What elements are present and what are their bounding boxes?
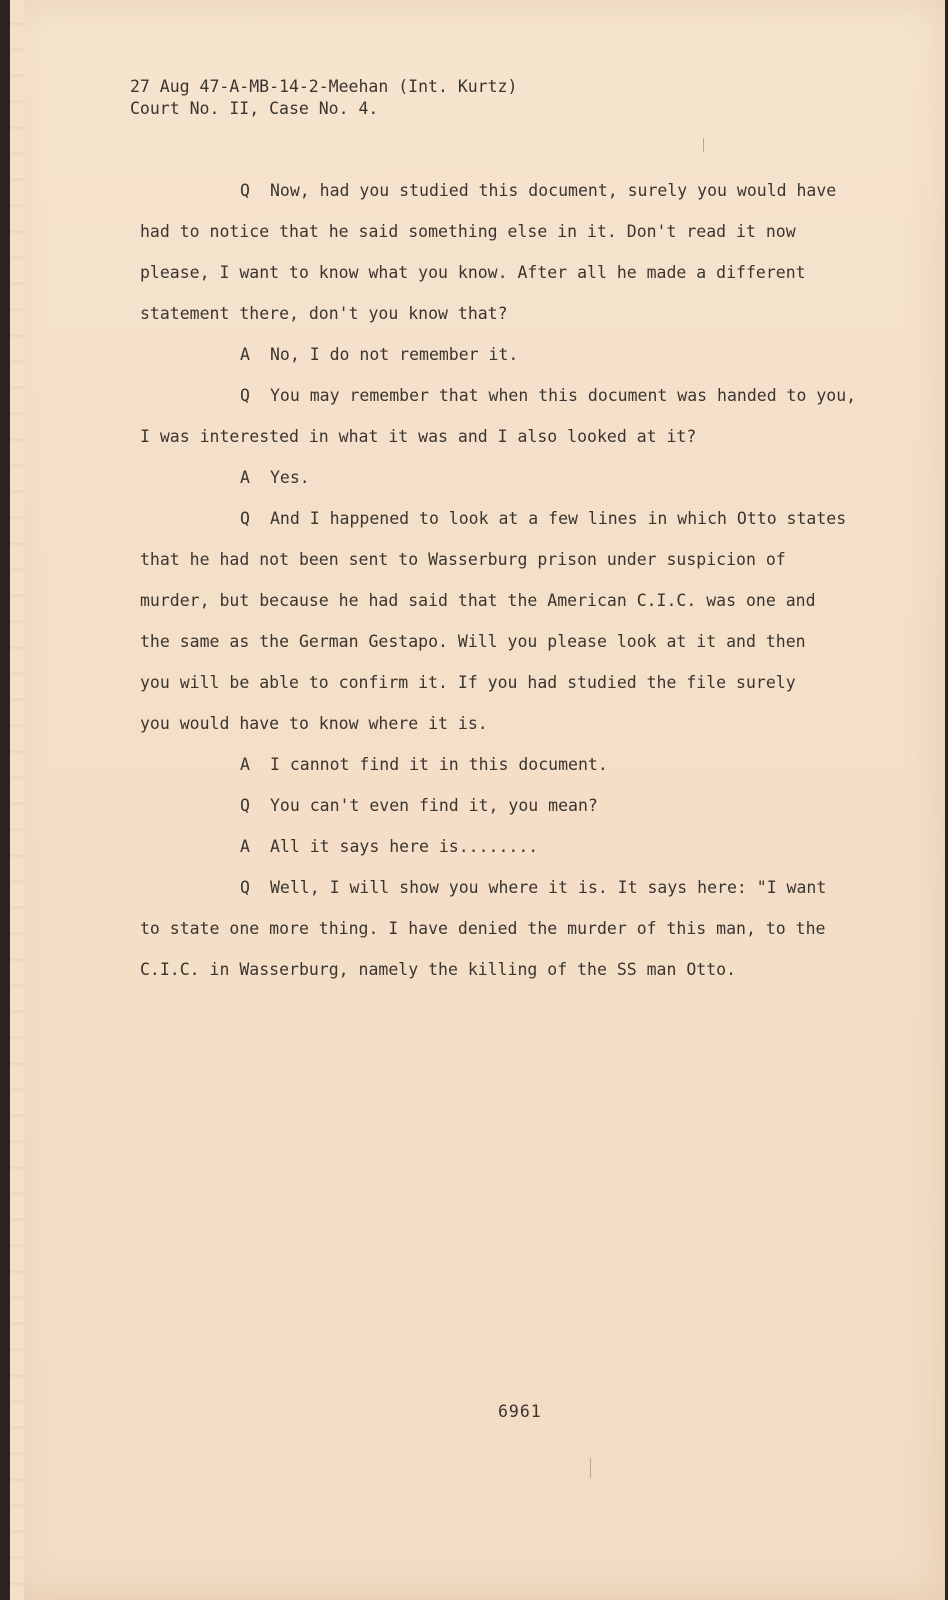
transcript-line: [140, 662, 890, 703]
speaker-label: Q: [240, 386, 250, 405]
transcript-line: [140, 949, 890, 990]
speaker-label: A: [240, 468, 250, 487]
speaker-label: A: [240, 837, 250, 856]
line-text: please, I want to know what you know. After all he made a different: [140, 263, 806, 282]
line-text: murder, but because he had said that the American C.I.C. was one and: [140, 591, 816, 610]
transcript-line: [140, 621, 890, 662]
page-number: 6961: [498, 1402, 542, 1421]
line-text: you would have to know where it is.: [140, 714, 488, 733]
header-court-case: Court No. II, Case No. 4.: [130, 99, 379, 118]
line-text: Well, I will show you where it is. It says here: "I want: [270, 878, 827, 897]
transcript-line: [140, 170, 890, 211]
transcript-line: [140, 375, 890, 416]
line-text: statement there, don't you know that?: [140, 304, 508, 323]
line-text: No, I do not remember it.: [270, 345, 519, 364]
line-text: that he had not been sent to Wasserburg prison under suspicion of: [140, 550, 786, 569]
speaker-label: A: [240, 345, 250, 364]
line-text: All it says here is........: [270, 837, 539, 856]
line-text: had to notice that he said something else in it. Don't read it now: [140, 222, 796, 241]
line-text: you will be able to confirm it. If you had studied the file surely: [140, 673, 796, 692]
speaker-label: Q: [240, 878, 250, 897]
line-text: You may remember that when this document was handed to you,: [270, 386, 857, 405]
transcript-line: [140, 457, 890, 498]
transcript-body: [140, 170, 890, 990]
speaker-label: A: [240, 755, 250, 774]
transcript-line: [140, 908, 890, 949]
line-text: I cannot find it in this document.: [270, 755, 608, 774]
line-text: Now, had you studied this document, surely you would have: [270, 181, 837, 200]
transcript-line: [140, 867, 890, 908]
speaker-label: Q: [240, 796, 250, 815]
line-text: C.I.C. in Wasserburg, namely the killing of the SS man Otto.: [140, 960, 737, 979]
speaker-label: Q: [240, 181, 250, 200]
line-text: to state one more thing. I have denied the murder of this man, to the: [140, 919, 826, 938]
transcript-line: [140, 826, 890, 867]
transcript-line: [140, 785, 890, 826]
transcript-line: [140, 211, 890, 252]
transcript-line: [140, 580, 890, 621]
transcript-line: [140, 703, 890, 744]
transcript-line: [140, 498, 890, 539]
stray-pencil-mark: [590, 1458, 591, 1478]
line-text: I was interested in what it was and I also looked at it?: [140, 427, 697, 446]
transcript-line: [140, 334, 890, 375]
transcript-line: [140, 293, 890, 334]
line-text: And I happened to look at a few lines in which Otto states: [270, 509, 847, 528]
line-text: the same as the German Gestapo. Will you please look at it and then: [140, 632, 806, 651]
speaker-label: Q: [240, 509, 250, 528]
line-text: Yes.: [270, 468, 310, 487]
transcript-line: [140, 539, 890, 580]
document-header: [130, 76, 517, 120]
stray-pencil-mark: [703, 138, 704, 152]
transcript-line: [140, 416, 890, 457]
line-text: You can't even find it, you mean?: [270, 796, 598, 815]
transcript-line: [140, 744, 890, 785]
document-page: [10, 0, 945, 1600]
header-reference: 27 Aug 47-A-MB-14-2-Meehan (Int. Kurtz): [130, 77, 518, 96]
torn-left-edge: [10, 0, 24, 1600]
transcript-line: [140, 252, 890, 293]
